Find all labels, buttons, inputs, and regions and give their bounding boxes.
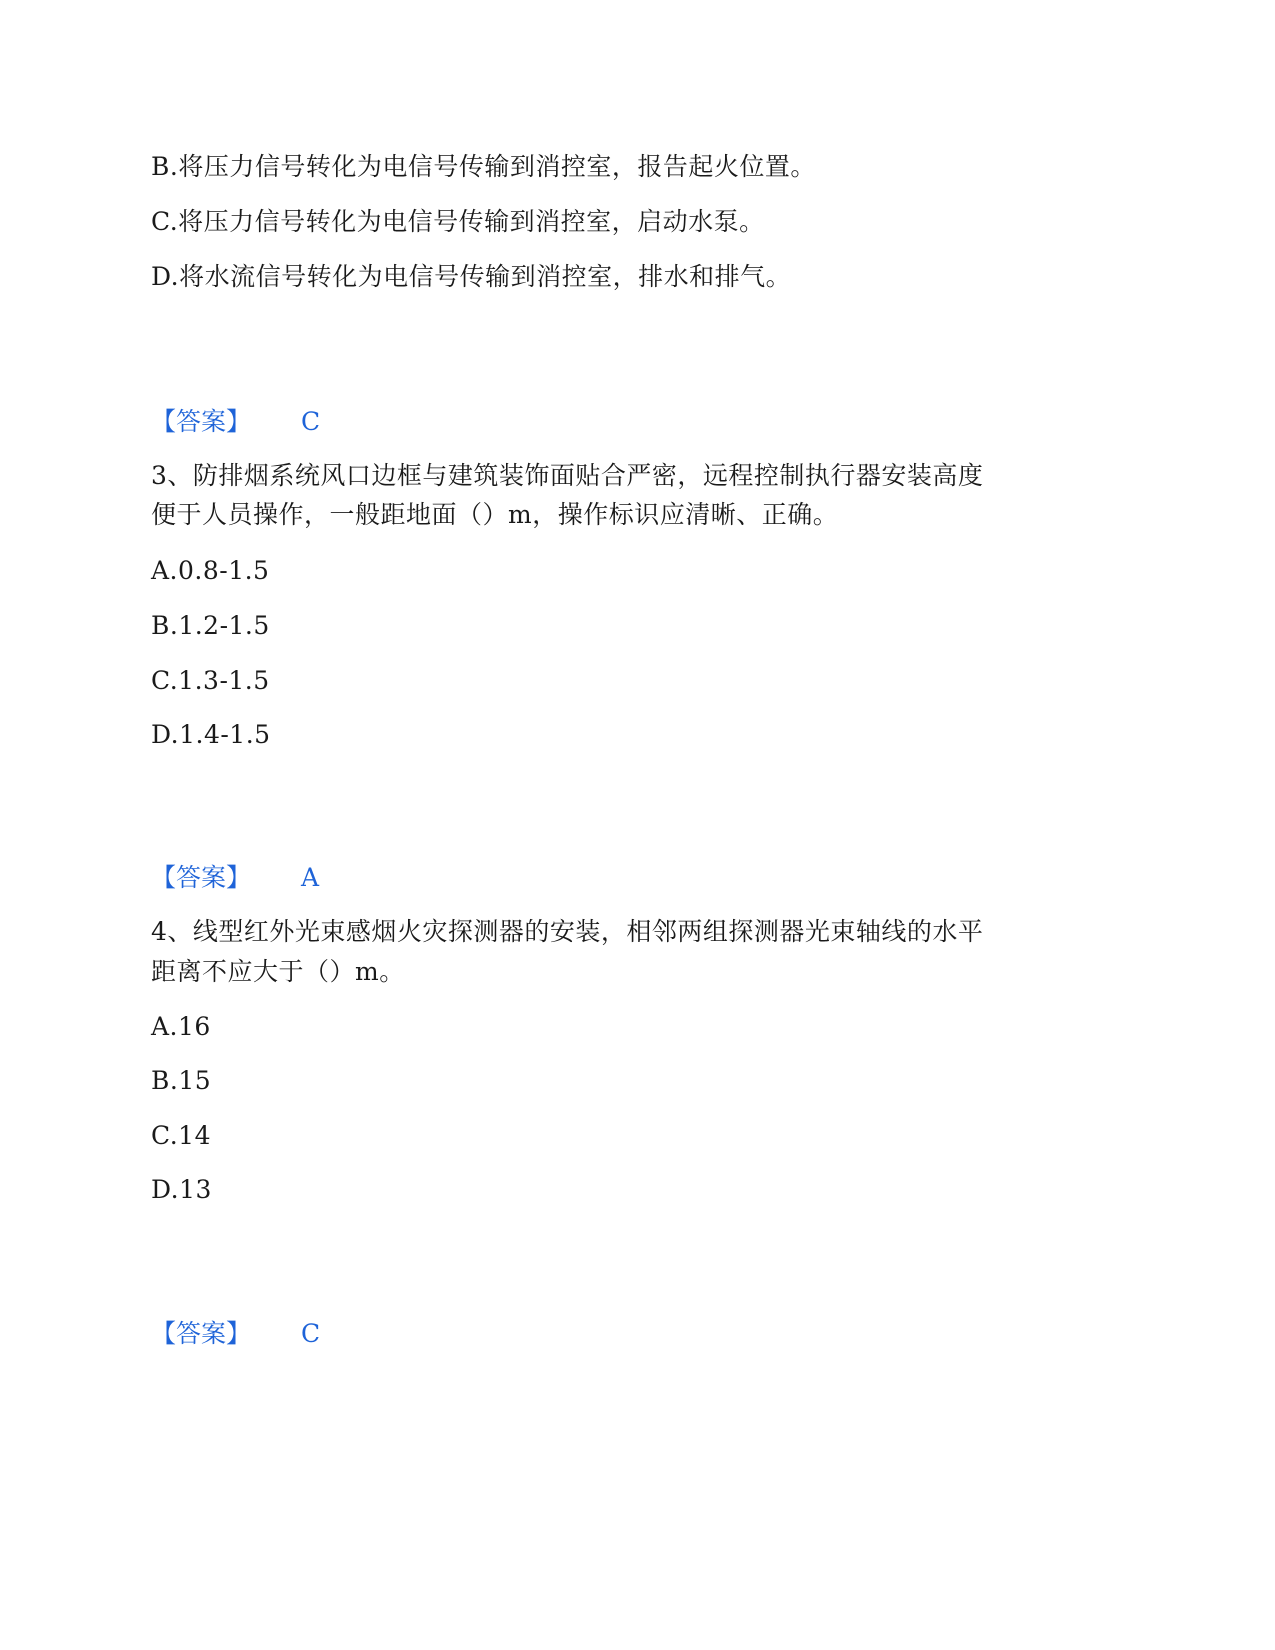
q3-stem-line1: 3、防排烟系统风口边框与建筑装饰面贴合严密，远程控制执行器安装高度: [151, 461, 984, 490]
q4-answer: [151, 1319, 320, 1349]
q2-answer-label: 【答案】: [151, 407, 252, 436]
q4-answer-label: 【答案】: [151, 1319, 252, 1348]
q4-stem-line2: 距离不应大于（）m。: [151, 957, 405, 986]
q3-answer-value: A: [301, 863, 320, 892]
q3-option-a: A.0.8-1.5: [151, 556, 270, 585]
q4-stem-line1: 4、线型红外光束感烟火灾探测器的安装，相邻两组探测器光束轴线的水平: [151, 917, 984, 946]
q3-stem-line2: 便于人员操作，一般距地面（）m，操作标识应清晰、正确。: [151, 500, 839, 529]
q2-option-c: C.将压力信号转化为电信号传输到消控室，启动水泵。: [151, 207, 765, 236]
q4-option-a: A.16: [151, 1012, 211, 1041]
q4-option-d: D.13: [151, 1175, 212, 1204]
q4-option-c: C.14: [151, 1121, 211, 1150]
q2-answer-value: C: [301, 407, 321, 436]
q3-answer: [151, 863, 319, 893]
q3-answer-label: 【答案】: [151, 863, 252, 892]
q2-option-d: D.将水流信号转化为电信号传输到消控室，排水和排气。: [151, 262, 792, 291]
q2-answer: [151, 407, 320, 437]
q3-option-b: B.1.2-1.5: [151, 611, 270, 640]
q3-option-c: C.1.3-1.5: [151, 666, 270, 695]
q2-option-b: B.将压力信号转化为电信号传输到消控室，报告起火位置。: [151, 152, 816, 181]
q4-answer-value: C: [301, 1319, 321, 1348]
q3-option-d: D.1.4-1.5: [151, 720, 271, 749]
q4-option-b: B.15: [151, 1066, 212, 1095]
